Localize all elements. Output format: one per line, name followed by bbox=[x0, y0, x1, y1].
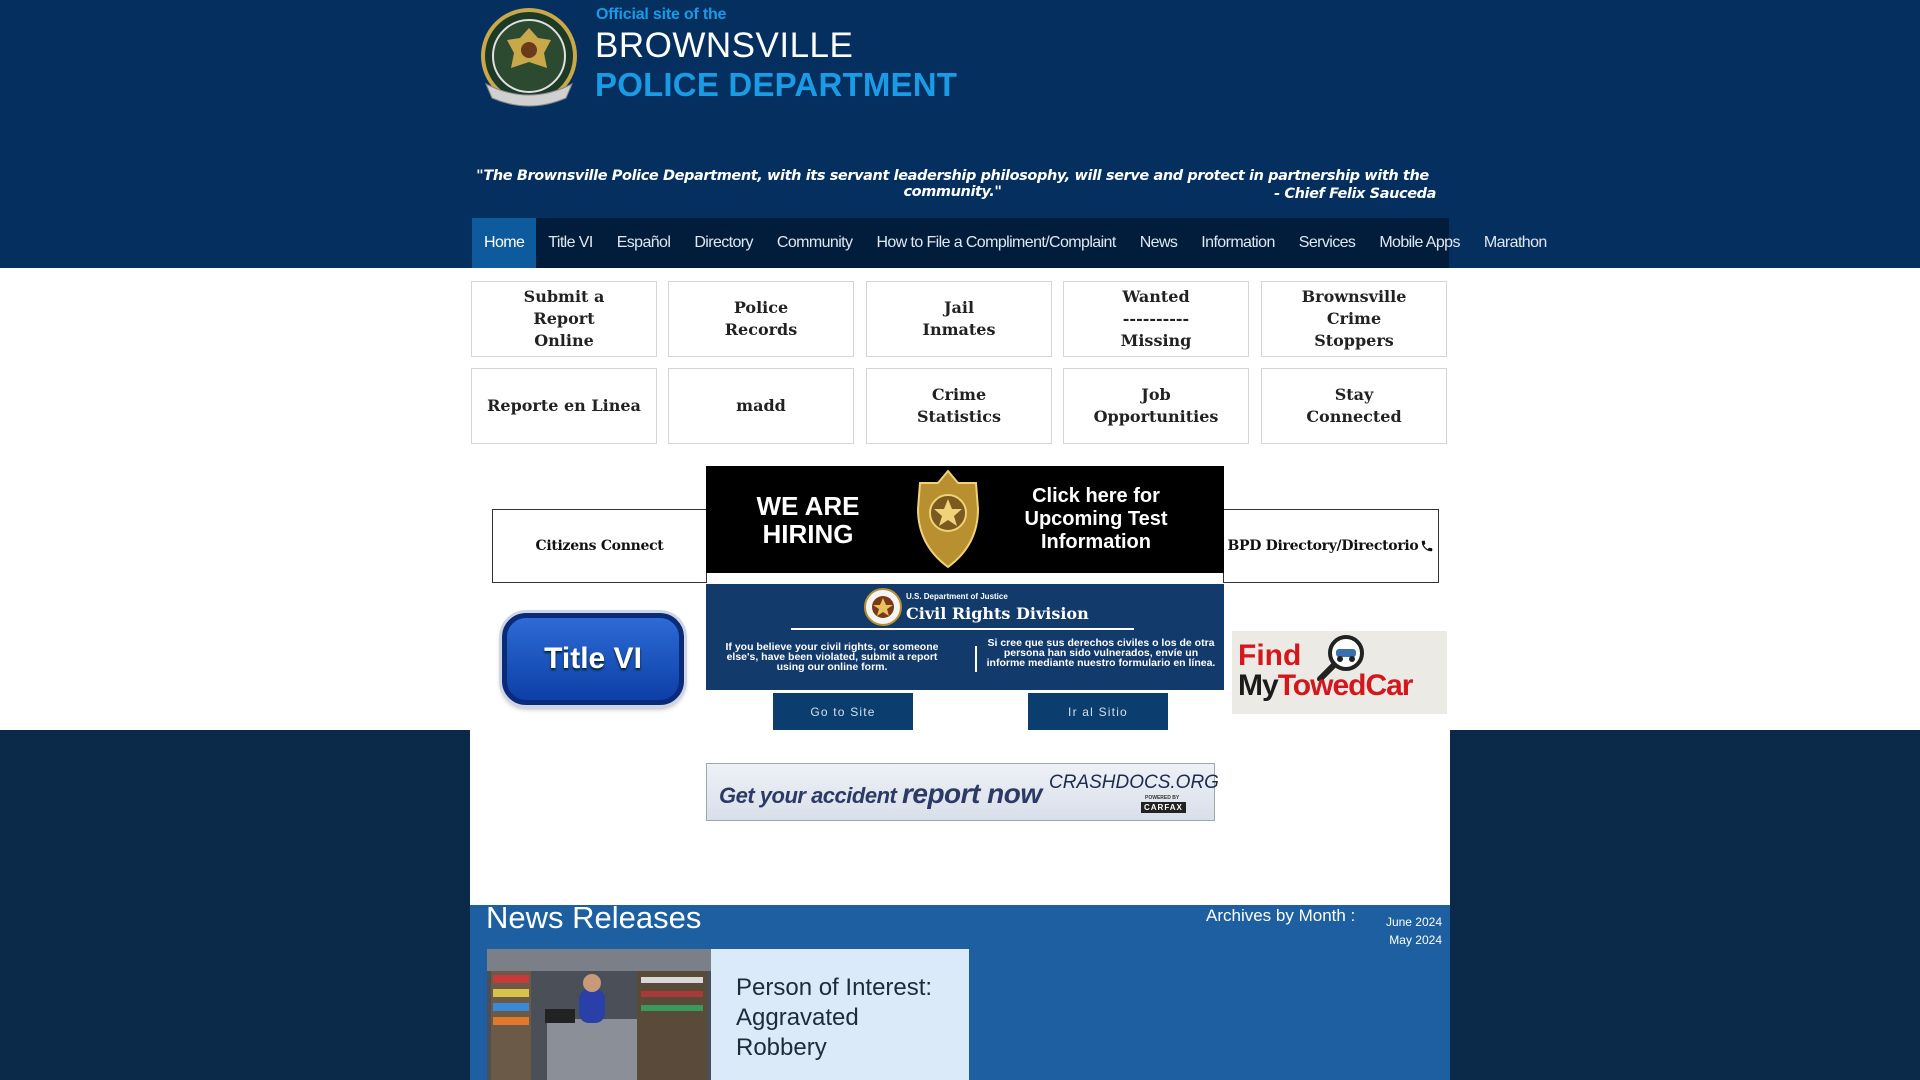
go-to-site-button[interactable]: Go to Site bbox=[773, 693, 913, 730]
towed-find-text: Find bbox=[1238, 639, 1302, 672]
hiring-right-text: Click here for Upcoming Test Information bbox=[1024, 485, 1168, 553]
hiring-banner[interactable] bbox=[706, 466, 1224, 573]
archives-label: Archives by Month : bbox=[1206, 906, 1356, 925]
find-my-towed-car-link[interactable] bbox=[1232, 631, 1447, 714]
official-site-label: Official site of the bbox=[596, 6, 727, 23]
towed-car-text bbox=[1238, 669, 1412, 703]
powered-by-label: POWERED BY bbox=[1145, 795, 1180, 801]
nav-services[interactable]: Services bbox=[1298, 234, 1356, 251]
police-seal-logo[interactable] bbox=[478, 6, 580, 114]
ir-al-sitio-button[interactable]: Ir al Sitio bbox=[1028, 693, 1168, 730]
police-badge-icon bbox=[912, 469, 984, 569]
divider bbox=[791, 628, 1134, 630]
citizens-connect-link[interactable] bbox=[492, 509, 707, 583]
news-card[interactable] bbox=[487, 949, 969, 1080]
tile-police-records[interactable]: Police Records bbox=[668, 281, 854, 357]
department-subtitle: POLICE DEPARTMENT bbox=[595, 66, 958, 103]
archive-may-2024[interactable]: May 2024 bbox=[1389, 933, 1442, 947]
tile-wanted-missing[interactable]: Wanted ---------- Missing bbox=[1063, 281, 1249, 357]
crashdocs-banner[interactable] bbox=[706, 763, 1219, 821]
tile-crime-statistics[interactable]: Crime Statistics bbox=[866, 368, 1052, 444]
news-headline[interactable]: Person of Interest: Aggravated Robbery bbox=[736, 974, 933, 1061]
crash-text-regular: Get your accident bbox=[719, 783, 897, 808]
tile-crime-stoppers[interactable]: Brownsville Crime Stoppers bbox=[1261, 281, 1447, 357]
nav-complaint[interactable]: How to File a Compliment/Complaint bbox=[876, 234, 1116, 251]
chief-attribution: - Chief Felix Sauceda bbox=[1274, 186, 1436, 202]
towed-my-text: My bbox=[1238, 669, 1278, 702]
civil-rights-spanish-text: Si cree que sus derechos civiles o los de otra persona han sido vulnerados, envíe un informe mediante nuestro formulario en línea. bbox=[986, 637, 1216, 669]
store-scene-image bbox=[487, 949, 711, 1080]
nav-directory[interactable]: Directory bbox=[694, 234, 753, 251]
tile-job-opportunities[interactable]: Job Opportunities bbox=[1063, 368, 1249, 444]
doj-seal-icon bbox=[864, 588, 902, 626]
crash-text-bold: report now bbox=[901, 778, 1042, 809]
nav-home[interactable]: Home bbox=[472, 218, 536, 268]
tile-stay-connected[interactable]: Stay Connected bbox=[1261, 368, 1447, 444]
divider bbox=[975, 646, 977, 672]
bpd-directory-label: BPD Directory/Directorio bbox=[1227, 538, 1419, 554]
phone-icon bbox=[1420, 539, 1434, 553]
mission-quote: "The Brownsville Police Department, with its servant leadership philosophy, will serve and protect in partnership with the community." bbox=[476, 168, 1429, 200]
tile-jail-inmates[interactable]: Jail Inmates bbox=[866, 281, 1052, 357]
tile-reporte-en-linea[interactable]: Reporte en Linea bbox=[471, 368, 657, 444]
title-vi-button[interactable]: Title VI bbox=[502, 613, 684, 705]
department-name: BROWNSVILLE bbox=[595, 26, 854, 65]
nav-information[interactable]: Information bbox=[1201, 234, 1275, 251]
nav-mobile-apps[interactable]: Mobile Apps bbox=[1379, 234, 1460, 251]
civil-rights-division-label: Civil Rights Division bbox=[906, 604, 1089, 623]
crash-text bbox=[719, 778, 1042, 810]
citizens-connect-label: Citizens Connect bbox=[535, 538, 664, 554]
bpd-directory-link[interactable] bbox=[1223, 509, 1439, 583]
crashdocs-site: CRASHDOCS.ORG bbox=[1049, 772, 1219, 793]
carfax-logo: CARFAX bbox=[1141, 802, 1186, 813]
nav-community[interactable]: Community bbox=[776, 234, 853, 251]
civil-rights-english-text: If you believe your civil rights, or someone else's, have been violated, submit a report using our online form. bbox=[725, 641, 939, 673]
doj-label: U.S. Department of Justice bbox=[906, 592, 1008, 601]
tile-submit-report[interactable]: Submit a Report Online bbox=[471, 281, 657, 357]
news-releases-title: News Releases bbox=[486, 900, 702, 935]
nav-title-vi[interactable]: Title VI bbox=[548, 234, 593, 251]
news-thumbnail[interactable] bbox=[487, 949, 711, 1080]
towed-towedcar-text: TowedCar bbox=[1277, 669, 1413, 702]
archive-june-2024[interactable]: June 2024 bbox=[1385, 915, 1442, 929]
main-nav bbox=[472, 218, 1547, 268]
nav-espanol[interactable]: Español bbox=[616, 234, 671, 251]
nav-marathon[interactable]: Marathon bbox=[1483, 234, 1547, 251]
nav-news[interactable]: News bbox=[1139, 234, 1178, 251]
tile-madd[interactable]: madd bbox=[668, 368, 854, 444]
civil-rights-banner[interactable] bbox=[706, 584, 1224, 690]
hiring-left-text: WE ARE HIRING bbox=[756, 491, 860, 549]
